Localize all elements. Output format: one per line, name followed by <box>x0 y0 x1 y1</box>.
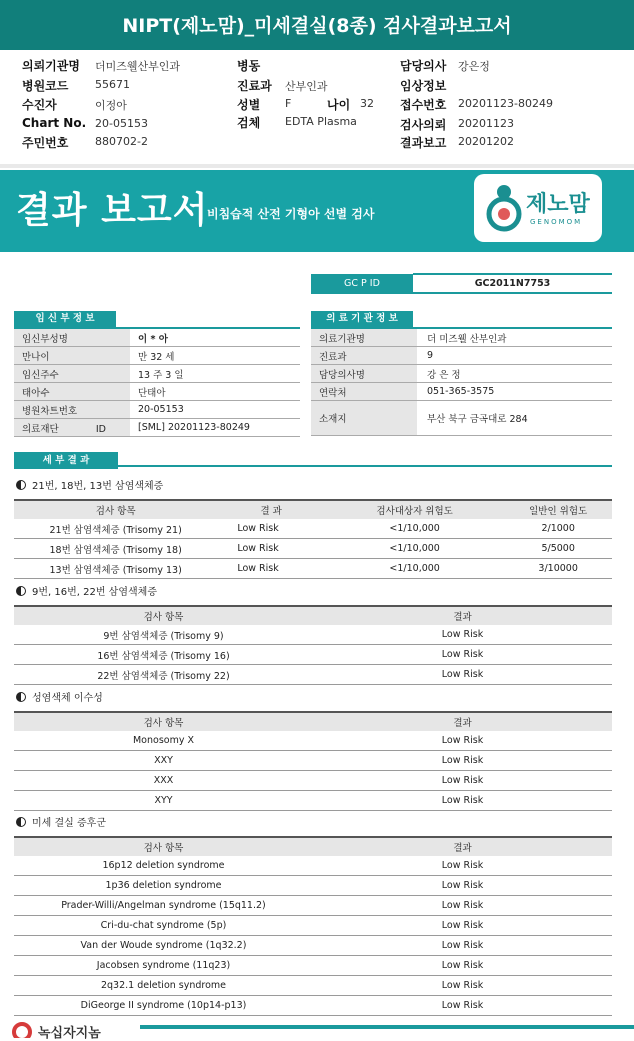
section-title: 21번, 18번, 13번 삼염색체증 <box>16 477 163 492</box>
table-row: 2q32.1 deletion syndrome Low Risk <box>14 976 612 996</box>
info-label: 검체 <box>237 116 261 130</box>
footer-line <box>140 1025 634 1029</box>
gcp-id-label: GC P ID <box>311 274 413 293</box>
report-title: NIPT(제노맘)_미세결실(8종) 검사결과보고서 <box>0 0 634 50</box>
field-value: 9 <box>427 350 434 361</box>
genomom-logo <box>474 174 602 242</box>
field-value: 051-365-3575 <box>427 386 495 397</box>
field-value: [SML] 20201123-80249 <box>138 422 250 433</box>
request-info <box>0 51 634 165</box>
microdeletion-table: 검사 항목 결과 16p12 deletion syndrome Low Risk 1p36 deletion syndrome Low Risk Prader-Willi/Angelman syndrome (15q11.2) Low Risk Cri-du-chat syndrome (5p) Low Risk Van der Woude syndrome (1q32.2) Low Risk Jacobsen syndrome (11q23) Low Risk 2q32.1 deletion syndrome Low Risk DiGeorge II syndrome (10p14-p13) Low Risk <box>14 836 612 1016</box>
info-label: 접수번호 <box>400 98 447 112</box>
field-label: 만나이 <box>14 347 130 365</box>
section-title: 9번, 16번, 22번 삼염색체증 <box>16 583 157 598</box>
institution-info-table <box>311 311 612 436</box>
patient-info-header: 임 신 부 정 보 <box>14 311 116 327</box>
field-label: 담당의사명 <box>311 365 417 383</box>
info-label: 결과보고 <box>400 136 447 150</box>
half-circle-icon <box>16 480 26 490</box>
table-row: 16p12 deletion syndrome Low Risk <box>14 856 612 876</box>
age-label: 나이 <box>327 98 351 112</box>
field-label: 병원차트번호 <box>14 401 130 419</box>
info-label: 진료과 <box>237 79 272 93</box>
genomom-mark-icon <box>484 184 524 232</box>
info-value: 이정아 <box>95 99 127 112</box>
field-value: 이 * 아 <box>138 333 168 345</box>
table-row: 13번 삼염색체증 (Trisomy 13) Low Risk <1/10,000 3/10000 <box>14 559 612 579</box>
field-label: 태아수 <box>14 383 130 401</box>
footer-company: 녹십자지놈 <box>38 1026 101 1041</box>
field-label: 의료재단 ID <box>14 419 130 437</box>
field-value: 더 미즈웰 산부인과 <box>427 333 507 345</box>
info-label: 수진자 <box>22 98 57 112</box>
table-row: DiGeorge II syndrome (10p14-p13) Low Risk <box>14 996 612 1016</box>
field-label: 소재지 <box>311 401 417 436</box>
table-row: Van der Woude syndrome (1q32.2) Low Risk <box>14 936 612 956</box>
table-row: XXY Low Risk <box>14 751 612 771</box>
trisomy-main-table: 검사 항목 결 과 검사대상자 위험도 일반인 위험도 21번 삼염색체증 (Trisomy 21) Low Risk <1/10,000 2/1000 18번 삼염색체증 (Trisomy 18) Low Risk <1/10,000 5/5000 13번 삼염색체증 (Trisomy 13) Low Risk <1/10,000 3/10000 <box>14 499 612 579</box>
footer <box>0 1018 634 1040</box>
field-value: 20-05153 <box>138 404 184 415</box>
field-label: 임신주수 <box>14 365 130 383</box>
banner-subtitle: 비침습적 산전 기형아 선별 검사 <box>207 207 375 221</box>
half-circle-icon <box>16 817 26 827</box>
info-label: 의뢰기관명 <box>22 59 80 73</box>
field-label: 진료과 <box>311 347 417 365</box>
info-value: 더미즈웰산부인과 <box>95 60 181 73</box>
trisomy-other-table: 검사 항목 결과 9번 삼염색체증 (Trisomy 9) Low Risk 16번 삼염색체증 (Trisomy 16) Low Risk 22번 삼염색체증 (Trisomy 22) Low Risk <box>14 605 612 685</box>
field-label: 의료기관명 <box>311 328 417 347</box>
info-value: 55671 <box>95 78 130 91</box>
field-value: 단태아 <box>138 387 166 399</box>
info-label: 병동 <box>237 59 261 73</box>
sex-chromosome-table: 검사 항목 결과 Monosomy X Low Risk XXY Low Risk XXX Low Risk XYY Low Risk <box>14 711 612 811</box>
table-row: 21번 삼염색체증 (Trisomy 21) Low Risk <1/10,000 2/1000 <box>14 519 612 539</box>
banner-title: 결과 보고서 <box>16 190 209 231</box>
field-value: 만 32 세 <box>138 351 175 363</box>
institution-info-header: 의 료 기 관 정 보 <box>311 311 413 327</box>
info-value: EDTA Plasma <box>285 115 357 128</box>
table-row: XYY Low Risk <box>14 791 612 811</box>
details-header-bar <box>14 448 612 467</box>
table-row: Cri-du-chat syndrome (5p) Low Risk <box>14 916 612 936</box>
info-value: 20201123-80249 <box>458 97 553 110</box>
info-label: Chart No. <box>22 116 87 130</box>
patient-info-table <box>14 311 300 437</box>
details-header: 세 부 결 과 <box>14 452 118 469</box>
age-value: 32 <box>360 97 374 110</box>
table-row: 9번 삼염색체증 (Trisomy 9) Low Risk <box>14 625 612 645</box>
info-value: 20201202 <box>458 135 514 148</box>
info-value: 880702-2 <box>95 135 148 148</box>
info-value: 20-05153 <box>95 117 148 130</box>
field-value: 강 은 정 <box>427 369 461 381</box>
info-value: 강은정 <box>458 60 490 73</box>
table-row: 16번 삼염색체증 (Trisomy 16) Low Risk <box>14 645 612 665</box>
table-row: Jacobsen syndrome (11q23) Low Risk <box>14 956 612 976</box>
section-title: 성염색체 이수성 <box>16 689 103 704</box>
info-value: F <box>285 97 292 110</box>
info-label: 임상정보 <box>400 79 447 93</box>
divider <box>0 164 634 168</box>
gcp-id-value: GC2011N7753 <box>413 274 612 293</box>
field-label: 임신부성명 <box>14 328 130 347</box>
table-row: Prader-Willi/Angelman syndrome (15q11.2) Low Risk <box>14 896 612 916</box>
table-row: 1p36 deletion syndrome Low Risk <box>14 876 612 896</box>
info-label: 병원코드 <box>22 79 69 93</box>
gcp-id-table <box>311 273 612 294</box>
field-label: 연락처 <box>311 383 417 401</box>
info-label: 주민번호 <box>22 136 69 150</box>
field-value: 13 주 3 일 <box>138 369 184 381</box>
table-row: 18번 삼염색체증 (Trisomy 18) Low Risk <1/10,000 5/5000 <box>14 539 612 559</box>
table-row: 22번 삼염색체증 (Trisomy 22) Low Risk <box>14 665 612 685</box>
info-value: 20201123 <box>458 117 514 130</box>
info-label: 성별 <box>237 98 261 112</box>
table-row: Monosomy X Low Risk <box>14 731 612 751</box>
logo-subtext: GENOMOM <box>530 218 583 226</box>
half-circle-icon <box>16 692 26 702</box>
info-label: 검사의뢰 <box>400 118 447 132</box>
logo-text: 제노맘 <box>526 192 590 217</box>
section-title: 미세 결실 증후군 <box>16 814 106 829</box>
gc-logo-icon <box>12 1022 36 1038</box>
field-value: 부산 북구 금곡대로 284 <box>427 414 528 425</box>
half-circle-icon <box>16 586 26 596</box>
info-value: 산부인과 <box>285 80 328 93</box>
info-label: 담당의사 <box>400 59 447 73</box>
table-row: XXX Low Risk <box>14 771 612 791</box>
